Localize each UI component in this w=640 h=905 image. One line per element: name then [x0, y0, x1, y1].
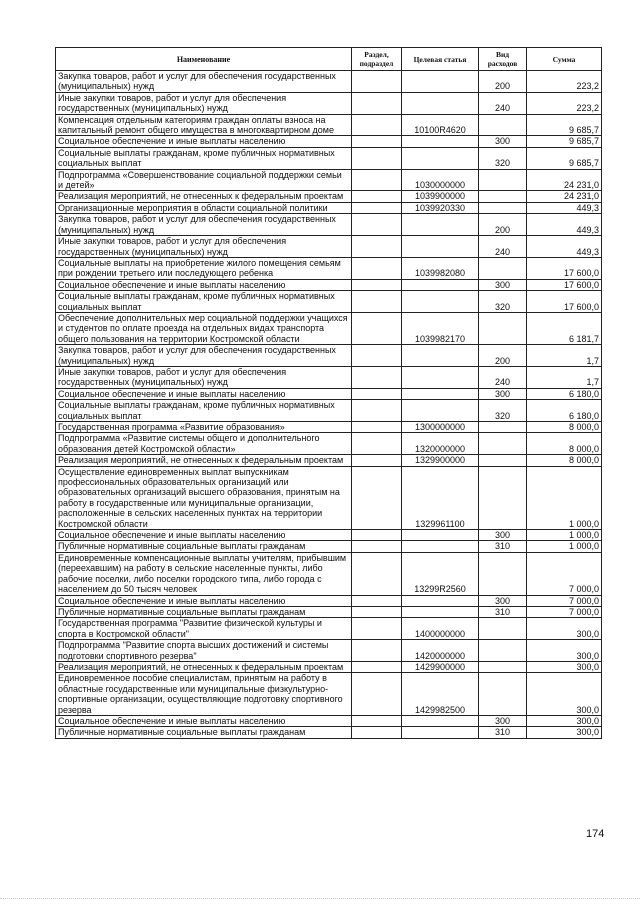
cell-section	[352, 169, 402, 191]
cell-kind	[479, 466, 527, 529]
page-number: 174	[586, 828, 605, 840]
table-row	[56, 202, 602, 213]
cell-name: Закупка товаров, работ и услуг для обеспечения государственных (муниципальных) нужд	[56, 71, 352, 93]
cell-target	[402, 606, 479, 617]
cell-target: 1030000000	[402, 169, 479, 191]
cell-section	[352, 400, 402, 422]
cell-target: 1429982500	[402, 673, 479, 716]
cell-kind: 300	[479, 388, 527, 399]
table-row	[56, 147, 602, 169]
table-row	[56, 345, 602, 367]
cell-sum: 1 000,0	[527, 541, 602, 552]
cell-target: 1039982170	[402, 312, 479, 344]
cell-target: 1039900000	[402, 191, 479, 202]
cell-kind: 200	[479, 71, 527, 93]
cell-target	[402, 595, 479, 606]
cell-section	[352, 673, 402, 716]
cell-sum: 9 685,7	[527, 114, 602, 136]
table-row	[56, 279, 602, 290]
cell-section	[352, 595, 402, 606]
cell-kind: 200	[479, 345, 527, 367]
table-row	[56, 92, 602, 114]
cell-sum: 1,7	[527, 345, 602, 367]
cell-kind: 320	[479, 291, 527, 313]
cell-target	[402, 92, 479, 114]
cell-section	[352, 202, 402, 213]
cell-target: 10100R4620	[402, 114, 479, 136]
cell-name: Социальное обеспечение и иные выплаты населению	[56, 136, 352, 147]
header-kind: Вид расходов	[479, 48, 527, 71]
cell-sum: 7 000,0	[527, 552, 602, 595]
cell-name: Социальное обеспечение и иные выплаты населению	[56, 595, 352, 606]
cell-name: Иные закупки товаров, работ и услуг для обеспечения государственных (муниципальных) нужд	[56, 366, 352, 388]
cell-name: Реализация мероприятий, не отнесенных к федеральным проектам	[56, 661, 352, 672]
cell-target: 1300000000	[402, 422, 479, 433]
cell-target	[402, 541, 479, 552]
cell-kind: 310	[479, 606, 527, 617]
cell-section	[352, 466, 402, 529]
cell-name: Публичные нормативные социальные выплаты гражданам	[56, 541, 352, 552]
budget-table	[55, 47, 602, 739]
cell-name: Организационные мероприятия в области социальной политики	[56, 202, 352, 213]
cell-kind	[479, 422, 527, 433]
cell-target: 1329900000	[402, 455, 479, 466]
cell-section	[352, 236, 402, 258]
table-row	[56, 727, 602, 738]
table-row	[56, 169, 602, 191]
cell-sum: 6 180,0	[527, 388, 602, 399]
cell-name: Социальное обеспечение и иные выплаты населению	[56, 279, 352, 290]
cell-section	[352, 433, 402, 455]
cell-sum: 449,3	[527, 236, 602, 258]
table-row	[56, 136, 602, 147]
table-row	[56, 661, 602, 672]
header-section: Раздел, подраздел	[352, 48, 402, 71]
table-row	[56, 114, 602, 136]
cell-target: 1400000000	[402, 618, 479, 640]
cell-kind: 300	[479, 595, 527, 606]
cell-kind	[479, 455, 527, 466]
cell-section	[352, 640, 402, 662]
cell-sum: 7 000,0	[527, 595, 602, 606]
cell-name: Социальные выплаты гражданам, кроме публичных нормативных социальных выплат	[56, 400, 352, 422]
table-row	[56, 257, 602, 279]
cell-sum: 9 685,7	[527, 136, 602, 147]
cell-kind: 300	[479, 136, 527, 147]
cell-target	[402, 345, 479, 367]
table-row	[56, 541, 602, 552]
cell-section	[352, 606, 402, 617]
cell-target	[402, 366, 479, 388]
cell-section	[352, 422, 402, 433]
cell-name: Социальные выплаты на приобретение жилого помещения семьям при рождении третьего или последующего ребенка	[56, 257, 352, 279]
table-row	[56, 400, 602, 422]
cell-section	[352, 727, 402, 738]
cell-sum: 17 600,0	[527, 279, 602, 290]
cell-sum: 300,0	[527, 673, 602, 716]
cell-kind	[479, 640, 527, 662]
cell-target	[402, 214, 479, 236]
cell-kind	[479, 552, 527, 595]
cell-sum: 1,7	[527, 366, 602, 388]
cell-sum: 449,3	[527, 214, 602, 236]
cell-name: Социальные выплаты гражданам, кроме публичных нормативных социальных выплат	[56, 147, 352, 169]
cell-name: Публичные нормативные социальные выплаты гражданам	[56, 727, 352, 738]
cell-sum: 449,3	[527, 202, 602, 213]
cell-sum: 8 000,0	[527, 455, 602, 466]
cell-sum: 7 000,0	[527, 606, 602, 617]
cell-name: Иные закупки товаров, работ и услуг для обеспечения государственных (муниципальных) нужд	[56, 92, 352, 114]
cell-section	[352, 191, 402, 202]
header-target: Целевая статья	[402, 48, 479, 71]
table-row	[56, 433, 602, 455]
cell-section	[352, 279, 402, 290]
table-row	[56, 422, 602, 433]
cell-section	[352, 71, 402, 93]
cell-target	[402, 136, 479, 147]
cell-section	[352, 92, 402, 114]
cell-sum: 300,0	[527, 640, 602, 662]
cell-name: Закупка товаров, работ и услуг для обеспечения государственных (муниципальных) нужд	[56, 345, 352, 367]
cell-kind: 300	[479, 530, 527, 541]
cell-name: Социальные выплаты гражданам, кроме публичных нормативных социальных выплат	[56, 291, 352, 313]
cell-section	[352, 455, 402, 466]
table-row	[56, 618, 602, 640]
cell-name: Закупка товаров, работ и услуг для обеспечения государственных (муниципальных) нужд	[56, 214, 352, 236]
cell-name: Единовременные компенсационные выплаты учителям, прибывшим (переехавшим) на работу в сельские населенные пункты, либо рабочие поселки, либо поселки городского типа, либо города с населением до 50 тысяч человек	[56, 552, 352, 595]
cell-kind	[479, 618, 527, 640]
cell-name: Государственная программа "Развитие физической культуры и спорта в Костромской области"	[56, 618, 352, 640]
cell-kind	[479, 257, 527, 279]
cell-target: 1420000000	[402, 640, 479, 662]
cell-target	[402, 147, 479, 169]
cell-target: 1429900000	[402, 661, 479, 672]
cell-target	[402, 388, 479, 399]
cell-section	[352, 114, 402, 136]
table-row	[56, 388, 602, 399]
cell-section	[352, 530, 402, 541]
cell-target	[402, 291, 479, 313]
table-row	[56, 71, 602, 93]
cell-section	[352, 345, 402, 367]
cell-sum: 8 000,0	[527, 422, 602, 433]
cell-name: Подпрограмма "Развитие спорта высших достижений и системы подготовки спортивного резерва"	[56, 640, 352, 662]
cell-name: Социальное обеспечение и иные выплаты населению	[56, 530, 352, 541]
cell-kind	[479, 661, 527, 672]
cell-target: 1320000000	[402, 433, 479, 455]
cell-sum: 6 180,0	[527, 400, 602, 422]
cell-name: Иные закупки товаров, работ и услуг для обеспечения государственных (муниципальных) нужд	[56, 236, 352, 258]
cell-sum: 1 000,0	[527, 466, 602, 529]
cell-kind	[479, 191, 527, 202]
table-row	[56, 455, 602, 466]
table-header-row	[56, 48, 602, 71]
cell-target: 13299R2560	[402, 552, 479, 595]
cell-name: Подпрограмма «Совершенствование социальной поддержки семьи и детей»	[56, 169, 352, 191]
table-row	[56, 191, 602, 202]
cell-section	[352, 136, 402, 147]
cell-kind: 310	[479, 727, 527, 738]
cell-kind	[479, 202, 527, 213]
cell-sum: 300,0	[527, 727, 602, 738]
cell-kind	[479, 673, 527, 716]
cell-name: Единовременное пособие специалистам, принятым на работу в областные государственные или муниципальные физкультурно-спортивные организации, осуществляющие подготовку спортивного резерва	[56, 673, 352, 716]
cell-sum: 17 600,0	[527, 257, 602, 279]
table-row	[56, 214, 602, 236]
cell-section	[352, 257, 402, 279]
cell-section	[352, 388, 402, 399]
table-row	[56, 530, 602, 541]
cell-sum: 1 000,0	[527, 530, 602, 541]
table-row	[56, 595, 602, 606]
cell-sum: 8 000,0	[527, 433, 602, 455]
table-row	[56, 236, 602, 258]
cell-name: Государственная программа «Развитие образования»	[56, 422, 352, 433]
cell-target	[402, 530, 479, 541]
cell-name: Обеспечение дополнительных мер социальной поддержки учащихся и студентов по оплате проезда на отдельных видах транспорта общего пользования на территории Костромской области	[56, 312, 352, 344]
cell-name: Компенсация отдельным категориям граждан оплаты взноса на капитальный ремонт общего имущества в многоквартирном доме	[56, 114, 352, 136]
cell-sum: 6 181,7	[527, 312, 602, 344]
cell-sum: 300,0	[527, 715, 602, 726]
cell-kind: 320	[479, 400, 527, 422]
cell-kind: 300	[479, 715, 527, 726]
cell-name: Социальное обеспечение и иные выплаты населению	[56, 388, 352, 399]
header-sum: Сумма	[527, 48, 602, 71]
cell-section	[352, 366, 402, 388]
cell-kind	[479, 312, 527, 344]
cell-target	[402, 400, 479, 422]
cell-target	[402, 236, 479, 258]
cell-kind: 300	[479, 279, 527, 290]
cell-sum: 223,2	[527, 92, 602, 114]
cell-name: Подпрограмма «Развитие системы общего и дополнительного образования детей Костромской области»	[56, 433, 352, 455]
table-row	[56, 466, 602, 529]
table-row	[56, 640, 602, 662]
cell-section	[352, 214, 402, 236]
cell-target	[402, 727, 479, 738]
cell-target	[402, 715, 479, 726]
cell-kind	[479, 114, 527, 136]
cell-sum: 17 600,0	[527, 291, 602, 313]
cell-sum: 24 231,0	[527, 191, 602, 202]
cell-section	[352, 541, 402, 552]
cell-name: Осуществление единовременных выплат выпускникам профессиональных образовательных организаций или образовательных организаций высшего образования, принятым на работу в государственные или муниципальные организации, расположенные в сельских населенных пунктах на территории Костромской области	[56, 466, 352, 529]
cell-name: Социальное обеспечение и иные выплаты населению	[56, 715, 352, 726]
cell-name: Реализация мероприятий, не отнесенных к федеральным проектам	[56, 455, 352, 466]
cell-section	[352, 312, 402, 344]
cell-section	[352, 715, 402, 726]
cell-kind: 240	[479, 236, 527, 258]
table-row	[56, 673, 602, 716]
cell-kind	[479, 433, 527, 455]
table-row	[56, 366, 602, 388]
cell-sum: 223,2	[527, 71, 602, 93]
cell-target	[402, 279, 479, 290]
cell-target: 1039920330	[402, 202, 479, 213]
cell-sum: 24 231,0	[527, 169, 602, 191]
cell-kind: 320	[479, 147, 527, 169]
cell-sum: 9 685,7	[527, 147, 602, 169]
table-row	[56, 552, 602, 595]
cell-section	[352, 291, 402, 313]
cell-section	[352, 661, 402, 672]
cell-sum: 300,0	[527, 661, 602, 672]
cell-sum: 300,0	[527, 618, 602, 640]
cell-target	[402, 71, 479, 93]
table-body	[56, 71, 602, 739]
cell-target: 1039982080	[402, 257, 479, 279]
cell-kind: 200	[479, 214, 527, 236]
table-row	[56, 606, 602, 617]
cell-name: Реализация мероприятий, не отнесенных к федеральным проектам	[56, 191, 352, 202]
table-row	[56, 291, 602, 313]
cell-kind: 310	[479, 541, 527, 552]
table-row	[56, 715, 602, 726]
cell-name: Публичные нормативные социальные выплаты гражданам	[56, 606, 352, 617]
cell-kind	[479, 169, 527, 191]
table-row	[56, 312, 602, 344]
cell-kind: 240	[479, 92, 527, 114]
header-name: Наименование	[56, 48, 352, 71]
cell-kind: 240	[479, 366, 527, 388]
cell-target: 1329961100	[402, 466, 479, 529]
scan-edge-line	[0, 898, 640, 900]
cell-section	[352, 618, 402, 640]
cell-section	[352, 552, 402, 595]
cell-section	[352, 147, 402, 169]
